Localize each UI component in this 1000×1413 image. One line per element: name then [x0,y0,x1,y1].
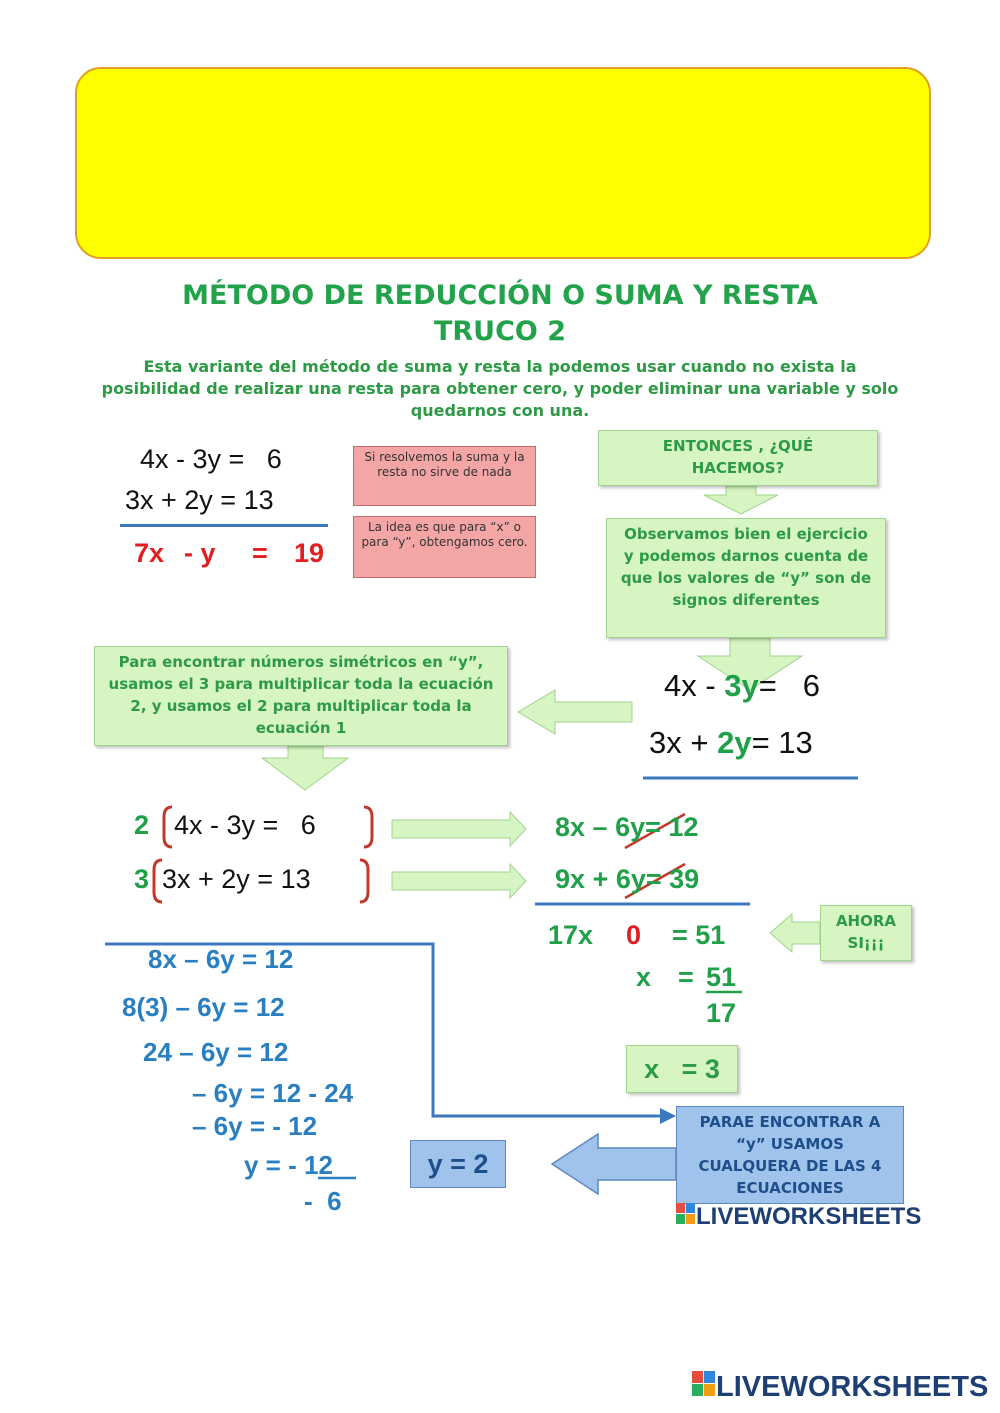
box-entonces: ENTONCES , ¿QUÉ HACEMOS? [598,430,878,486]
page-subtitle: TRUCO 2 [433,316,567,347]
right-arrow-icon [392,812,526,846]
note-suma-resta: Si resolvemos la suma y la resta no sirve de nada [353,446,536,506]
note-idea-cero: La idea es que para “x” o para “y”, obtengamos cero. [353,516,536,578]
system2-eq2: 3x + 2y= 13 [649,725,813,760]
box-ahora: AHORA SI¡¡¡ [820,905,912,961]
subst-line-6: y = - 12 [244,1150,333,1180]
brand-logo-icon [692,1371,716,1405]
intro-text: Esta variante del método de suma y resta la podemos usar cuando no exista la posibilidad de realizar una resta para obtener cero, y poder eliminar una variable y solo quedarnos con una. [101,357,899,420]
left-arrow-icon [552,1134,676,1194]
right-bracket [364,807,372,847]
sum-17x: 17x [548,920,594,950]
down-arrow-icon [704,486,778,514]
x-label: x [636,962,652,992]
left-arrow-icon [518,690,632,734]
subst-line-7: - 6 [304,1186,342,1216]
x-numerator: 51 [706,962,737,992]
subst-line-3: 24 – 6y = 12 [143,1037,289,1067]
brand-logo-icon [676,1203,696,1232]
brand-logo-inner [676,1203,921,1232]
system2-eq1: 4x - 3y= 6 [664,668,820,703]
multiplied-eq1: 4x - 3y = 6 [174,810,316,840]
sum-zero: 0 [626,920,642,950]
sum-51: = 51 [672,920,726,950]
multiplier-2: 2 [134,810,150,840]
system2-eq1-y: 3y [724,668,759,703]
subst-line-4: – 6y = 12 - 24 [192,1078,354,1108]
system2-eq2-y: 2y [717,725,752,760]
box-para-encontrar: Para encontrar números simétricos en “y”, usamos el 3 para multiplicar toda la ecuación 2, y usamos el 2 para multiplicar toda la ecuación 1 [94,646,508,746]
left-arrow-icon [770,914,820,952]
result-eq2: 9x + 6y= 39 [555,864,700,894]
multiplier-3: 3 [134,864,150,894]
brand-logo-text: LIVEWORKSHEETS [696,1203,922,1230]
box-observamos: Observamos bien el ejercicio y podemos darnos cuenta de que los valores de “y” son de signos diferentes [606,518,886,638]
left-bracket [164,807,172,847]
left-bracket [154,860,162,902]
system1-result-eq: = [252,538,268,568]
y-result-box: y = 2 [410,1140,506,1188]
down-arrow-icon [262,746,348,790]
system1-result-value: 19 [294,538,325,568]
subst-line-1: 8x – 6y = 12 [148,944,294,974]
brand-logo-footer [692,1371,988,1405]
system1-result-y: - y [184,538,216,568]
right-arrow-icon [392,864,526,898]
brand-logo-text: LIVEWORKSHEETS [716,1371,989,1403]
x-equals: = [678,962,694,992]
page-title: MÉTODO DE REDUCCIÓN O SUMA Y RESTA [182,280,818,311]
right-bracket [360,860,368,902]
subst-line-2: 8(3) – 6y = 12 [122,992,285,1022]
x-result-box: x = 3 [626,1045,738,1093]
system1-result-x: 7x [134,538,165,568]
result-eq1: 8x – 6y= 12 [555,812,699,842]
subst-line-5: – 6y = - 12 [192,1111,318,1141]
multiplied-eq2: 3x + 2y = 13 [162,864,311,894]
system1-eq1: 4x - 3y = 6 [140,444,282,474]
x-denominator: 17 [706,998,737,1028]
box-parae: PARAE ENCONTRAR A “y” USAMOS CUALQUERA DE LAS 4 ECUACIONES [676,1106,904,1204]
system1-eq2: 3x + 2y = 13 [125,485,274,515]
right-arrow-icon [660,1108,676,1124]
